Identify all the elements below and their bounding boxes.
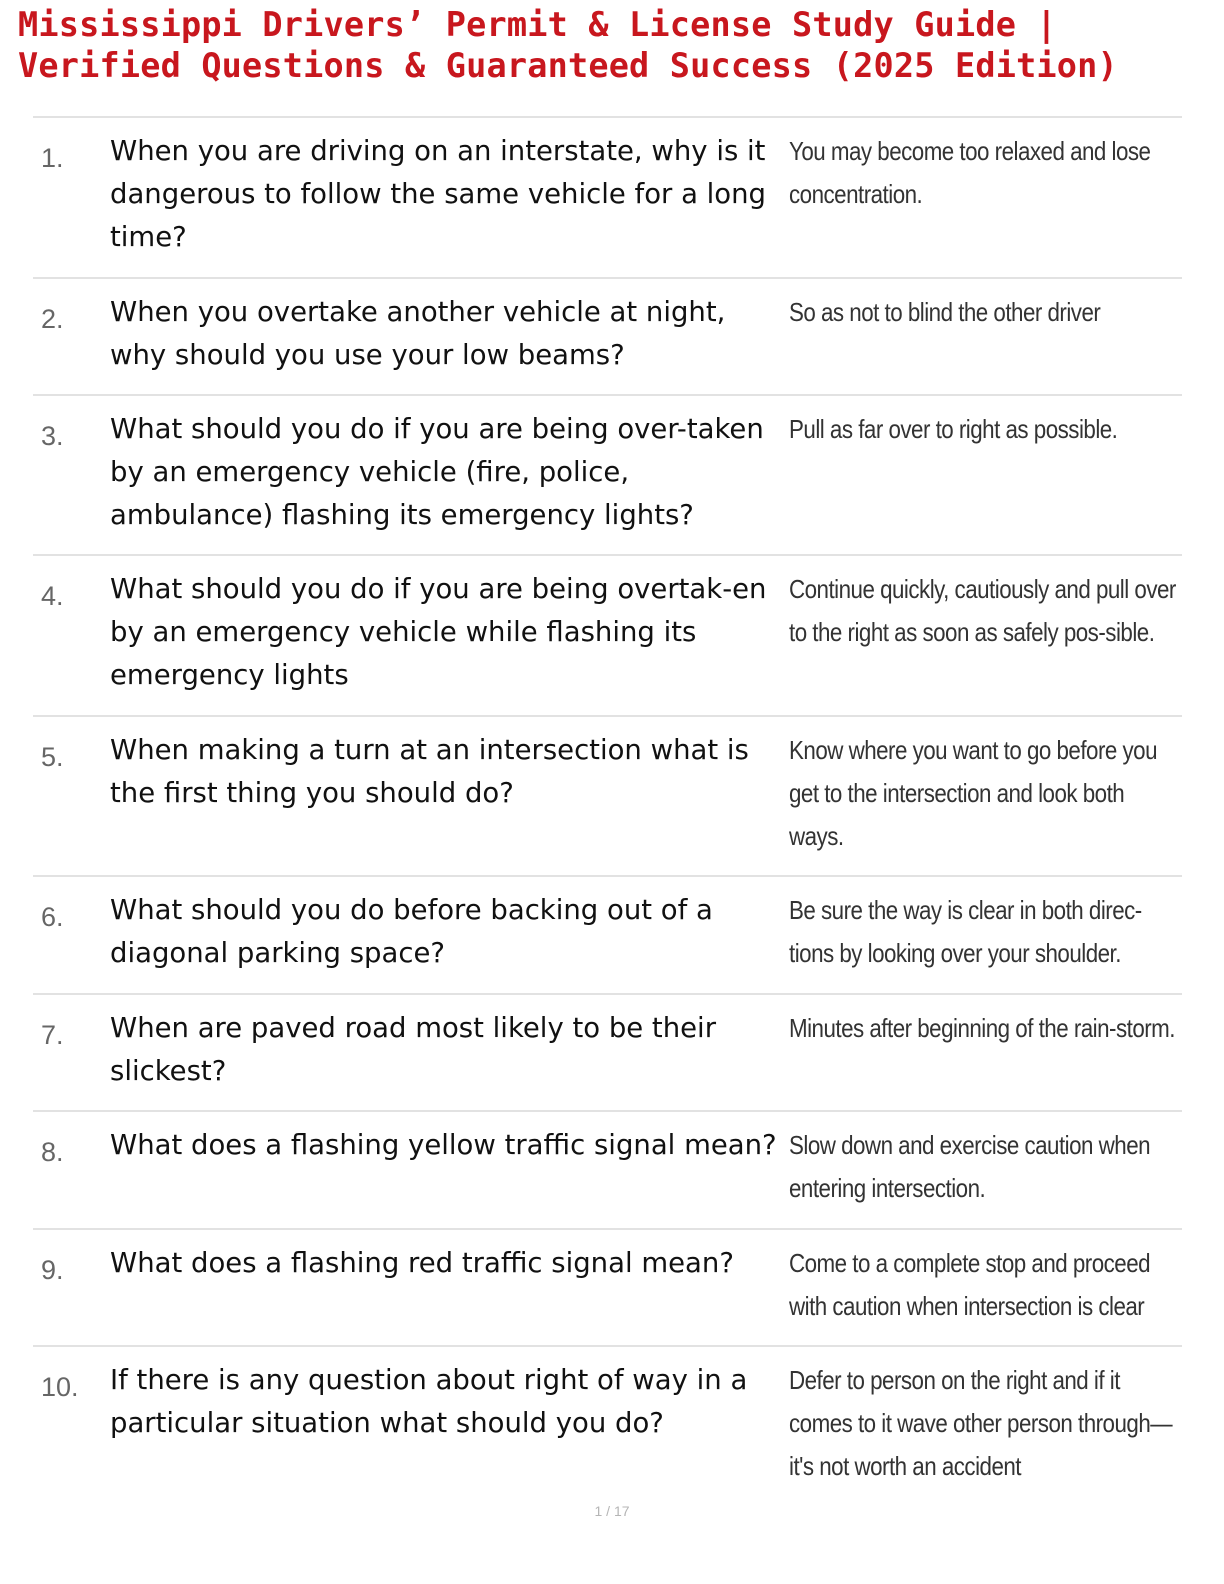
answer-text: Slow down and exercise caution when entering intersection. [789,1130,1151,1203]
question-number: 3. [41,421,64,451]
answer-text: Minutes after beginning of the rain-storm. [789,1013,1175,1043]
question-text: When are paved road most likely to be their slickest? [110,1012,717,1087]
question-text: What does a flashing yellow traffic signal mean? [110,1129,777,1161]
document-title: Mississippi Drivers’ Permit & License Study Guide | Verified Questions & Guaranteed Success (2025 Edition) [18,5,1118,85]
question-text: What should you do if you are being overtak-en by an emergency vehicle while flashing its emergency lights [110,573,767,691]
question-text: What does a flashing red traffic signal mean? [110,1247,734,1279]
qa-row [33,396,1182,556]
page-number: 1 / 17 [594,1503,630,1519]
question-text: If there is any question about right of way in a particular situation what should you do? [110,1364,748,1439]
question-text: When you overtake another vehicle at night, why should you use your low beams? [110,296,726,371]
qa-row [33,995,1182,1112]
question-number: 8. [41,1137,64,1167]
question-number: 1. [41,143,64,173]
answer-text: Defer to person on the right and if it comes to it wave other person through—it's not worth an accident [789,1365,1173,1481]
qa-row [33,1230,1182,1347]
question-text: What should you do if you are being over-taken by an emergency vehicle (fire, police, ambulance) flashing its emergency lights? [110,413,764,531]
answer-text: So as not to blind the other driver [789,297,1101,327]
qa-row [33,118,1182,279]
question-number: 6. [41,902,64,932]
qa-row [33,556,1182,717]
qa-table [33,116,1182,1497]
answer-text: Come to a complete stop and proceed with caution when intersection is clear [789,1248,1151,1321]
answer-text: Pull as far over to right as possible. [789,414,1118,444]
qa-row [33,1112,1182,1230]
question-number: 7. [41,1020,64,1050]
answer-text: You may become too relaxed and lose concentration. [789,136,1151,209]
qa-row [33,877,1182,995]
question-text: What should you do before backing out of a diagonal parking space? [110,894,713,969]
qa-row [33,279,1182,396]
qa-row [33,717,1182,877]
answer-text: Continue quickly, cautiously and pull over to the right as soon as safely pos-sible. [789,574,1176,647]
question-text: When you are driving on an interstate, why is it dangerous to follow the same vehicle for a long time? [110,135,767,253]
question-number: 5. [41,742,64,772]
question-number: 4. [41,581,64,611]
qa-row [33,1347,1182,1497]
answer-text: Be sure the way is clear in both direc-tions by looking over your shoulder. [789,895,1142,968]
question-number: 9. [41,1255,64,1285]
question-text: When making a turn at an intersection what is the first thing you should do? [110,734,749,809]
answer-text: Know where you want to go before you get to the intersection and look both ways. [789,735,1157,851]
question-number: 10. [41,1372,79,1402]
question-number: 2. [41,304,64,334]
